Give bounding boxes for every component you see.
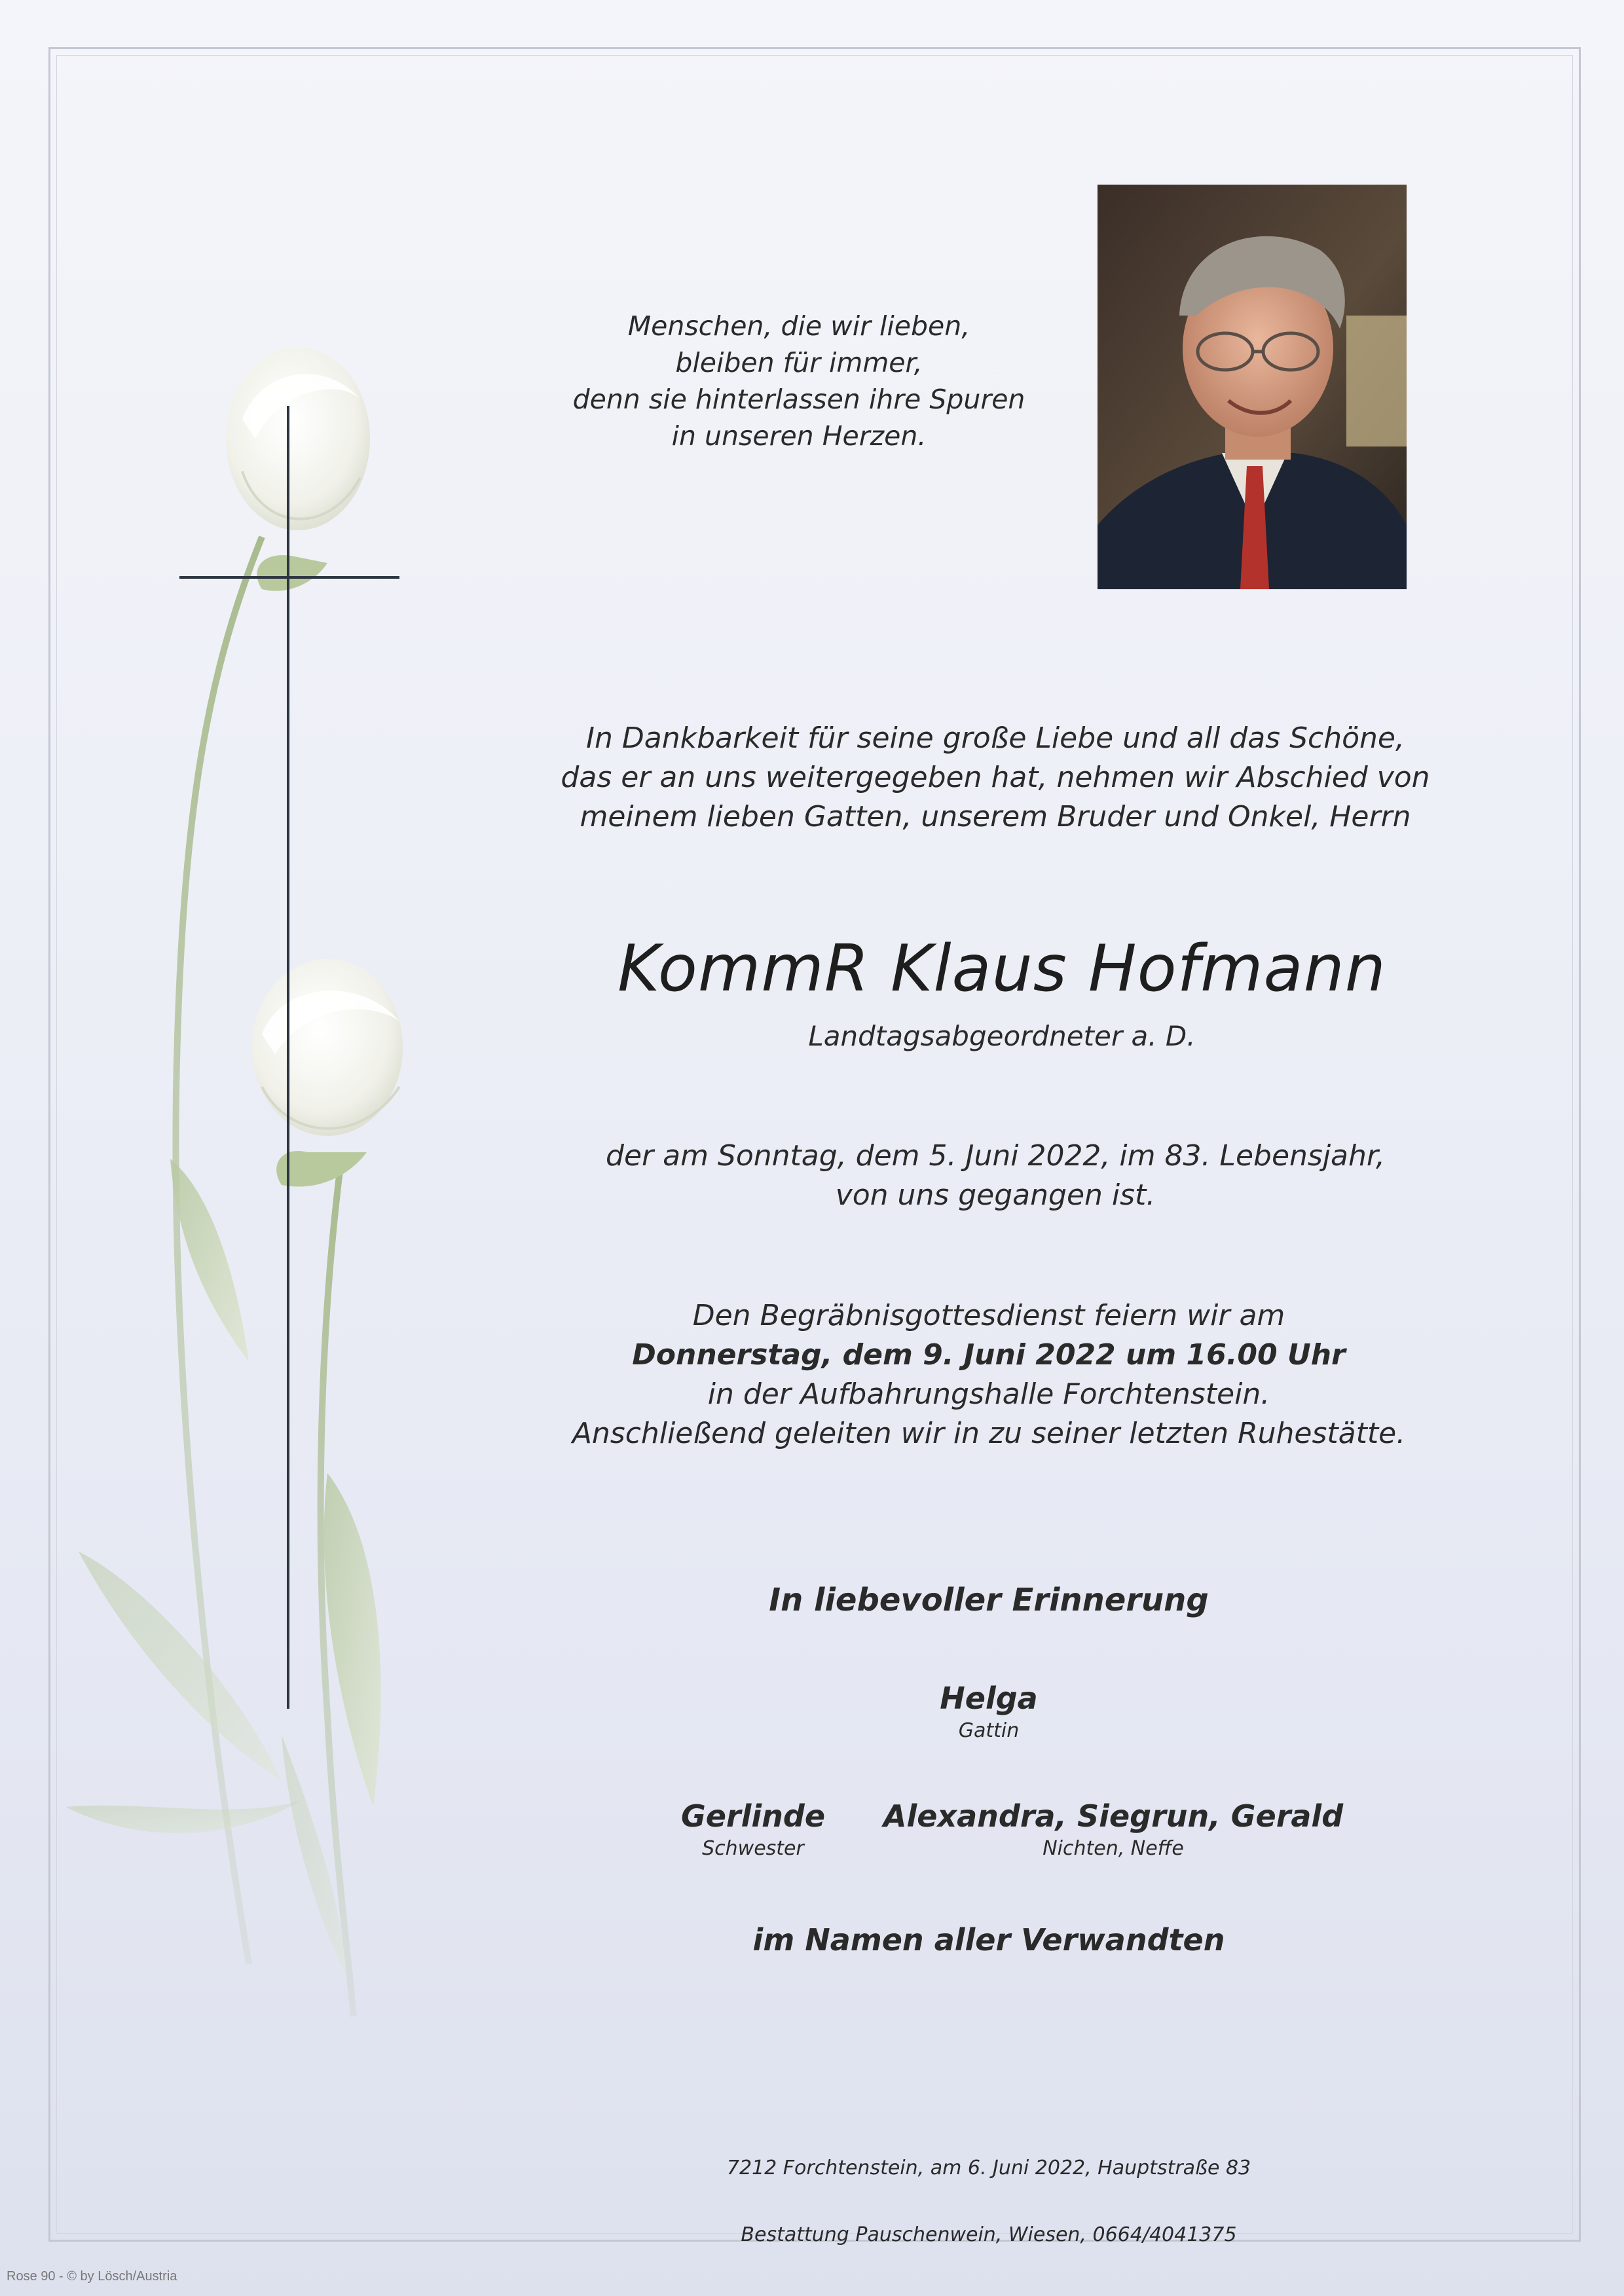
death-notice [576, 1137, 1414, 1215]
funeral-line: Anschließend geleiten wir in zu seiner letzten Ruhestätte. [572, 1417, 1406, 1450]
intro-text [550, 719, 1441, 837]
mourner-entry [635, 1798, 871, 1862]
quote-line: bleiben für immer, [675, 347, 923, 378]
mourner-entry [851, 1680, 1126, 1744]
mourner-name: Gerlinde [680, 1798, 826, 1834]
death-line: von uns gegangen ist. [835, 1178, 1156, 1212]
portrait-photo [1098, 185, 1407, 589]
copyright-note: Rose 90 - © by Lösch/Austria [7, 2269, 177, 2284]
mourner-entry [877, 1798, 1349, 1862]
funeral-details [550, 1296, 1428, 1453]
intro-line: In Dankbarkeit für seine große Liebe und all das Schöne, [586, 721, 1405, 755]
memorial-quote [524, 308, 1074, 454]
death-line: der am Sonntag, dem 5. Juni 2022, im 83. Lebensjahr, [606, 1139, 1385, 1173]
funeral-line: Den Begräbnisgottesdienst feiern wir am [692, 1299, 1285, 1332]
quote-line: in unseren Herzen. [671, 420, 927, 452]
mourner-name: Alexandra, Siegrun, Gerald [883, 1798, 1344, 1834]
memory-heading: In liebevoller Erinnerung [769, 1582, 1209, 1618]
quote-line: Menschen, die wir lieben, [627, 310, 970, 342]
mourner-relation: Gattin [958, 1719, 1020, 1742]
deceased-title: Landtagsabgeordneter a. D. [808, 1020, 1196, 1052]
quote-line: denn sie hinterlassen ihre Spuren [572, 384, 1025, 415]
mourner-relation: Schwester [702, 1837, 804, 1860]
deceased-name: KommR Klaus Hofmann [618, 932, 1386, 1006]
intro-line: meinem lieben Gatten, unserem Bruder und Onkel, Herrn [580, 800, 1411, 833]
funeral-date: Donnerstag, dem 9. Juni 2022 um 16.00 Uhr [632, 1338, 1346, 1372]
cross-icon [177, 406, 413, 1715]
closing-line: im Namen aller Verwandten [752, 1922, 1225, 1958]
funeral-line: in der Aufbahrungshalle Forchtenstein. [707, 1377, 1270, 1411]
place-and-date: 7212 Forchtenstein, am 6. Juni 2022, Hauptstraße 83 [726, 2157, 1251, 2179]
mourner-name: Helga [940, 1681, 1038, 1716]
intro-line: das er an uns weitergegeben hat, nehmen wir Abschied von [561, 761, 1430, 794]
mourner-relation: Nichten, Neffe [1043, 1837, 1184, 1860]
funeral-home: Bestattung Pauschenwein, Wiesen, 0664/4041375 [741, 2223, 1237, 2246]
